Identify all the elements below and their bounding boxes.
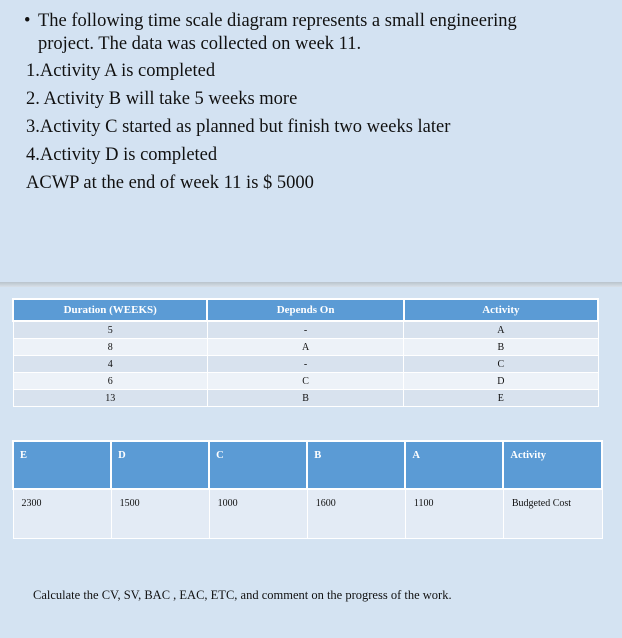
bullet-icon: • — [24, 11, 31, 31]
question-text: Calculate the CV, SV, BAC , EAC, ETC, and comment on the progress of the work. — [33, 588, 452, 602]
intro-line-1: The following time scale diagram represents a small engineering — [38, 11, 517, 31]
table-row: 6 C D — [13, 373, 598, 390]
header-depends-on: Depends On — [207, 299, 403, 321]
table-row: 8 A B — [13, 339, 598, 356]
cost-table — [12, 440, 603, 539]
header-d: D — [111, 441, 209, 489]
item-3: 3.Activity C started as planned but finish two weeks later — [26, 117, 451, 137]
header-e: E — [13, 441, 111, 489]
header-b: B — [307, 441, 405, 489]
schedule-table — [12, 298, 599, 407]
header-duration: Duration (WEEKS) — [13, 299, 207, 321]
table-row: 13 B E — [13, 390, 598, 407]
header-activity: Activity — [404, 299, 598, 321]
item-1: 1.Activity A is completed — [26, 61, 216, 81]
table-row: 2300 1500 1000 1600 1100 Budgeted Cost — [13, 489, 602, 539]
header-activity: Activity — [503, 441, 602, 489]
header-c: C — [209, 441, 307, 489]
intro-line-2: project. The data was collected on week 11. — [38, 34, 362, 54]
header-a: A — [405, 441, 503, 489]
acwp-line: ACWP at the end of week 11 is $ 5000 — [26, 173, 314, 193]
item-4: 4.Activity D is completed — [26, 145, 218, 165]
table-row: 5 - A — [13, 321, 598, 339]
item-2: 2. Activity B will take 5 weeks more — [26, 89, 298, 109]
table-row: 4 - C — [13, 356, 598, 373]
